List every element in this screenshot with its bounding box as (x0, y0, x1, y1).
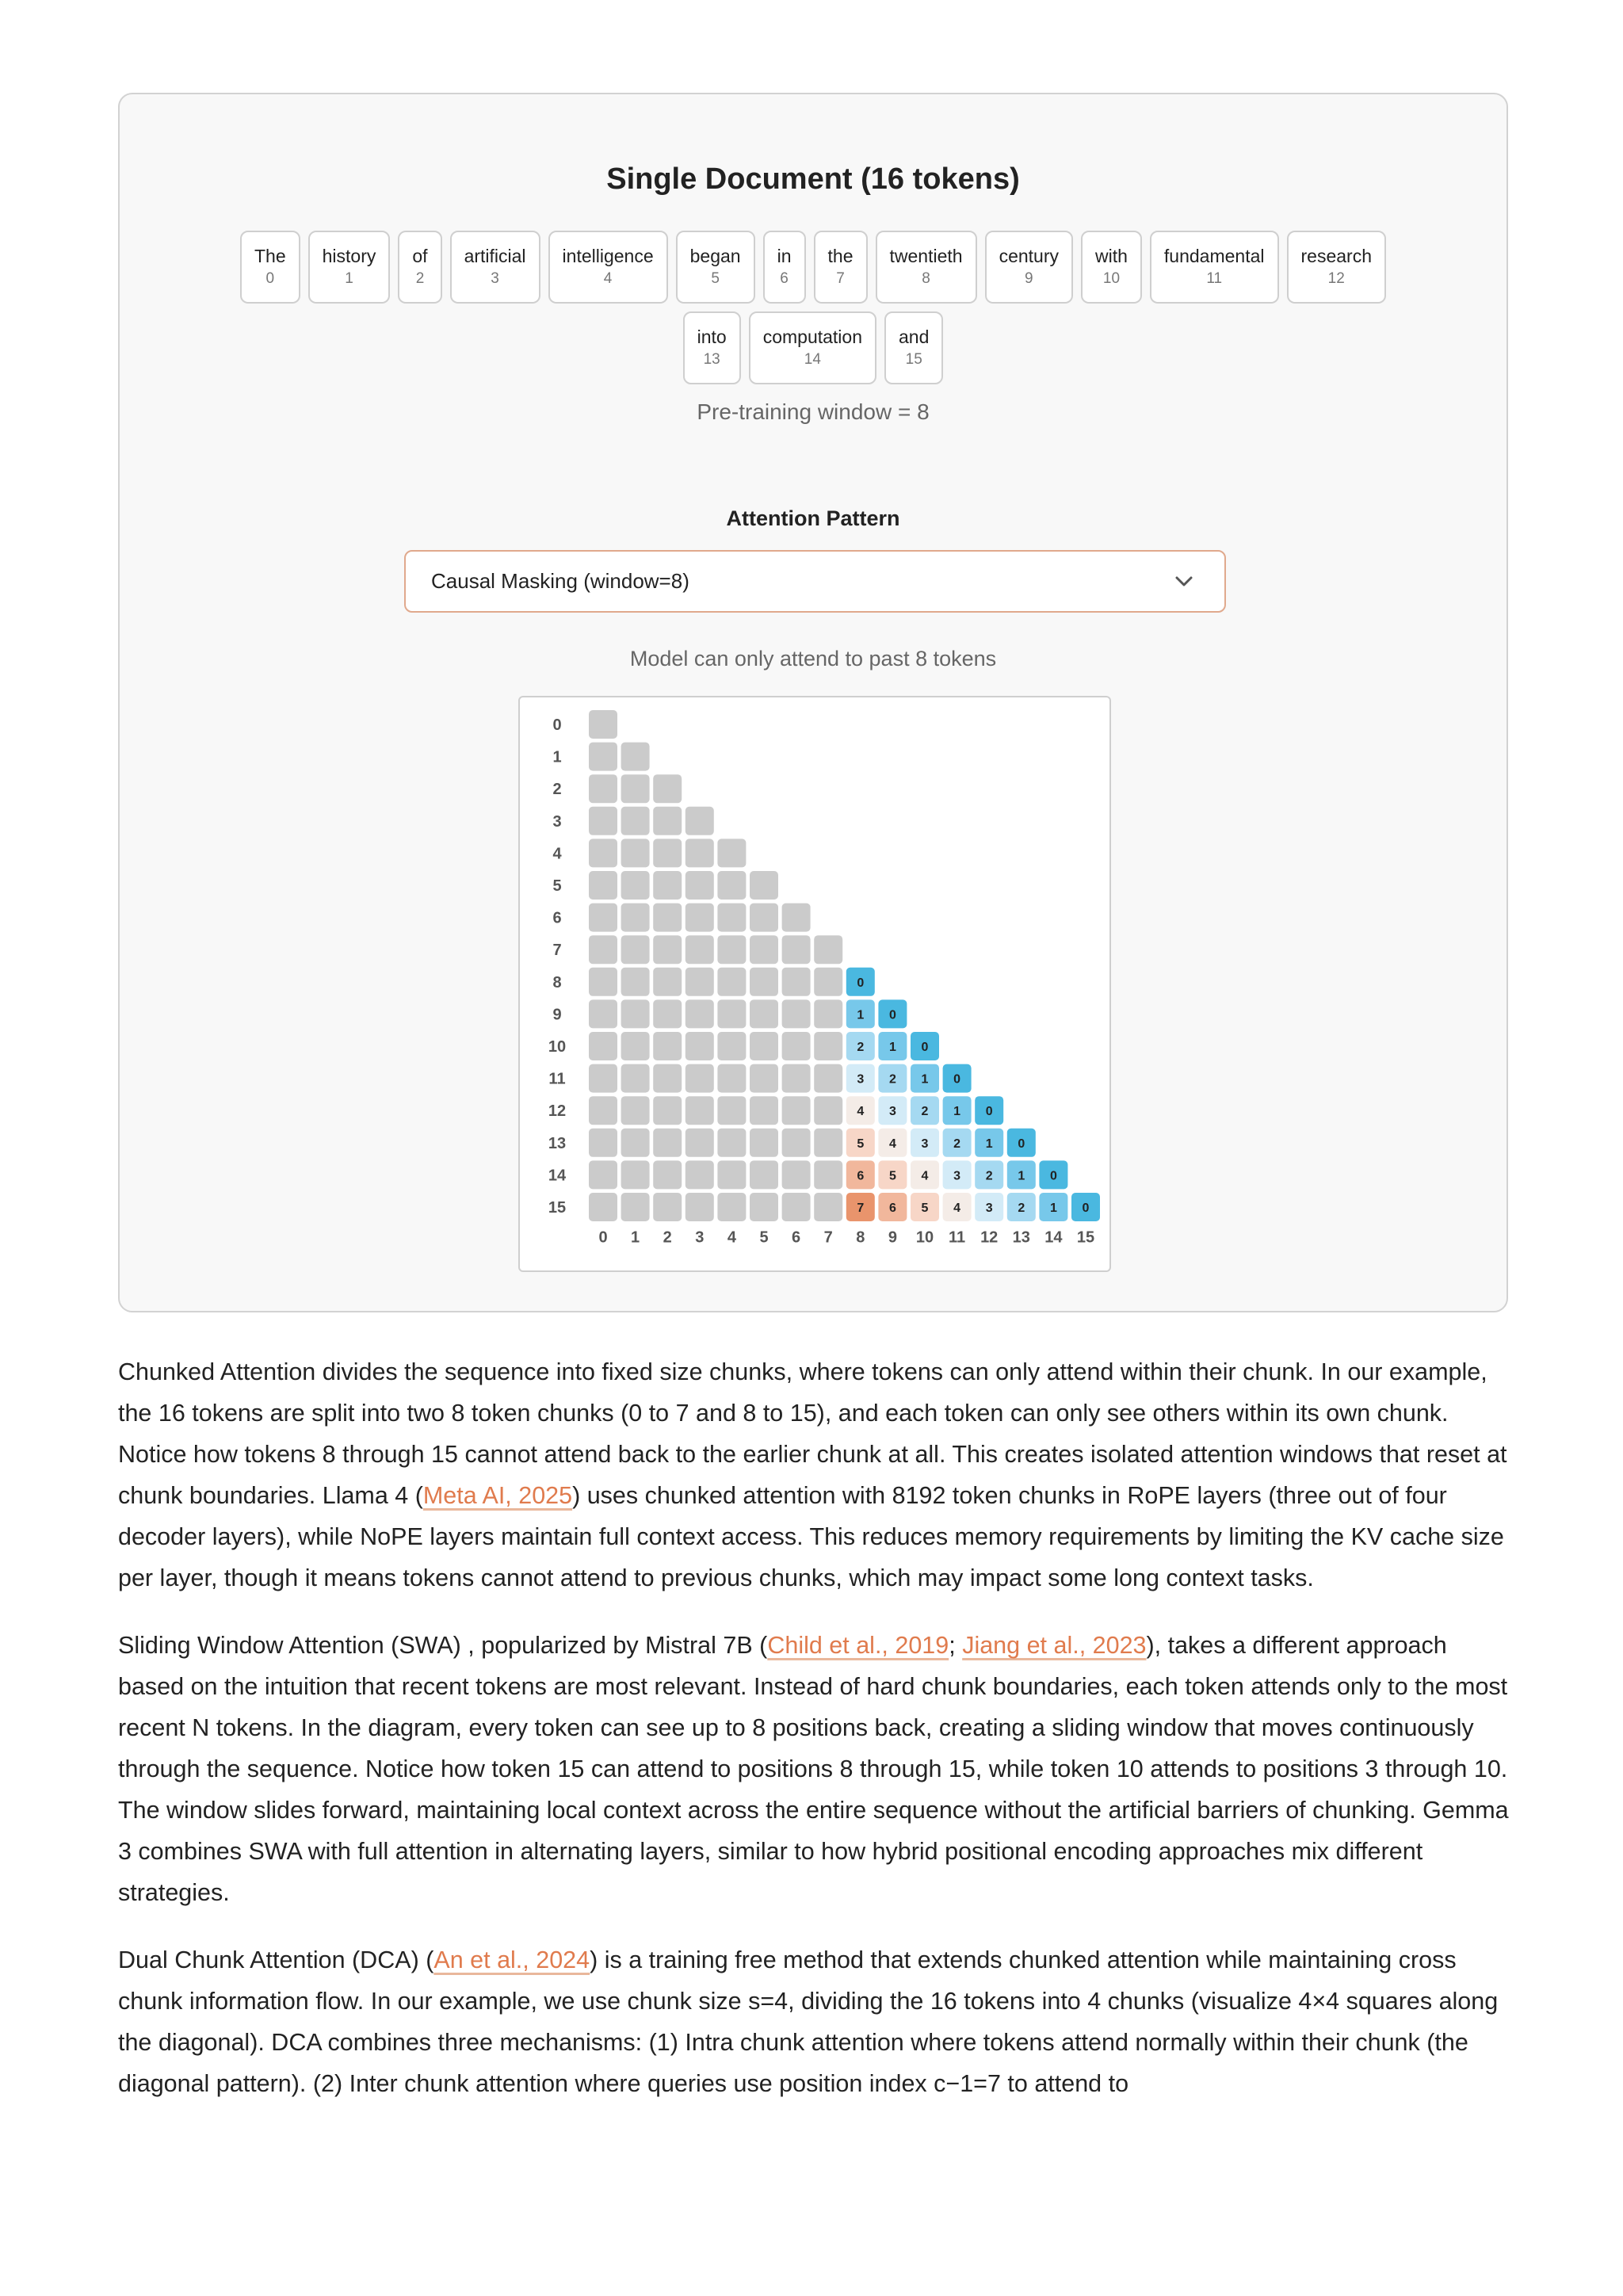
matrix-cell (814, 999, 842, 1028)
token-word: computation (762, 327, 863, 347)
matrix-cell (717, 1064, 746, 1093)
token-chip (884, 311, 943, 384)
matrix-cell-label: 2 (985, 1169, 993, 1183)
matrix-cell (653, 774, 682, 803)
matrix-cell (814, 1160, 842, 1189)
matrix-cell (685, 807, 714, 835)
token-chip (876, 231, 977, 304)
row-label: 14 (548, 1167, 567, 1185)
token-word: with (1095, 246, 1128, 266)
matrix-cell (814, 968, 842, 996)
row-label: 15 (548, 1199, 567, 1217)
matrix-cell (814, 1064, 842, 1093)
matrix-cell-label: 4 (857, 1105, 865, 1119)
column-label: 0 (598, 1228, 608, 1247)
matrix-cell (717, 1160, 746, 1189)
matrix-cell (621, 839, 650, 867)
matrix-cell-label: 5 (857, 1137, 865, 1151)
attention-pattern-select[interactable] (404, 550, 1226, 613)
matrix-cell (653, 904, 682, 932)
token-word: artificial (464, 246, 526, 266)
matrix-cell (589, 999, 617, 1028)
token-chip (398, 231, 441, 304)
matrix-cell (782, 968, 811, 996)
attention-matrix (520, 697, 1109, 1270)
matrix-cell (750, 1193, 778, 1221)
column-label: 6 (792, 1228, 801, 1247)
matrix-cell (685, 1032, 714, 1060)
column-label: 11 (949, 1228, 966, 1247)
matrix-cell (685, 935, 714, 964)
paragraph-text: ), takes a different approach based on the intuition that recent tokens are most relevant. Instead of hard chunk boundaries, each token attends only to the most recent N tokens. In the diagram, every token can see up to 8 positions back, creating a sliding window that moves continuously through the sequence. Notice how token 15 can attend to positions 8 through 15, while token 10 attends to positions 3 through 10. The window slides forward, maintaining local context across the entire sequence without the artificial barriers of chunking. Gemma 3 combines SWA with full attention in alternating layers, similar to how hybrid positional encoding approaches mix different strategies. (118, 1632, 1509, 1906)
matrix-cell-label: 2 (1018, 1201, 1025, 1215)
citation-link[interactable]: Jiang et al., 2023 (962, 1632, 1147, 1659)
matrix-cell (621, 1096, 650, 1125)
matrix-cell (717, 1096, 746, 1125)
token-word: and (899, 327, 930, 347)
matrix-cell (717, 968, 746, 996)
matrix-cell (814, 1193, 842, 1221)
matrix-cell (621, 904, 650, 932)
attention-demo-panel (118, 93, 1508, 1312)
matrix-cell (750, 1096, 778, 1125)
matrix-cell (653, 968, 682, 996)
matrix-cell-label: 2 (888, 1072, 896, 1087)
token-chip (749, 311, 876, 384)
matrix-cell (750, 904, 778, 932)
token-word: twentieth (889, 246, 963, 266)
matrix-cell (589, 1160, 617, 1189)
matrix-cell (750, 999, 778, 1028)
matrix-cell-label: 0 (888, 1008, 896, 1022)
matrix-cell-label: 5 (921, 1201, 929, 1215)
matrix-cell (653, 807, 682, 835)
matrix-cell (814, 1096, 842, 1125)
pattern-description: Model can only attend to past 8 tokens (629, 647, 997, 670)
matrix-cell (717, 1129, 746, 1157)
token-word: century (999, 246, 1059, 266)
token-chip (814, 231, 868, 304)
token-index: 5 (711, 270, 720, 287)
paragraph-text: ) is a training free method that extends chunked attention while maintaining cross chunk information flow. In our example, we use chunk size s=4, dividing the 16 tokens into 4 chunks (visualize 4×4 squares along the diagonal). DCA combines three mechanisms: (1) Intra chunk attention where tokens attend normally within their chunk (the diagonal pattern). (2) Inter chunk attention where queries use position index c−1=7 to attend to (118, 1946, 1499, 2097)
token-word: history (322, 246, 376, 266)
token-index: 9 (1024, 270, 1033, 287)
matrix-cell (621, 871, 650, 900)
token-word: the (827, 246, 854, 266)
matrix-cell (653, 999, 682, 1028)
token-chip (548, 231, 668, 304)
matrix-cell (589, 710, 617, 739)
token-index: 11 (1206, 270, 1223, 287)
token-index: 6 (780, 270, 789, 287)
matrix-cell-label: 0 (985, 1105, 993, 1119)
matrix-cell (589, 774, 617, 803)
column-label: 4 (727, 1228, 736, 1247)
matrix-cell (621, 999, 650, 1028)
matrix-cell (814, 1129, 842, 1157)
matrix-cell-label: 6 (888, 1201, 896, 1215)
matrix-cell (589, 1129, 617, 1157)
matrix-cell-label: 1 (857, 1008, 865, 1022)
row-label: 4 (552, 845, 562, 863)
matrix-cell (621, 1129, 650, 1157)
token-chip (1150, 231, 1279, 304)
matrix-cell (782, 1193, 811, 1221)
matrix-cell-label: 1 (888, 1041, 896, 1054)
token-word: began (689, 246, 741, 266)
column-label: 5 (759, 1228, 769, 1247)
matrix-cell-label: 3 (888, 1105, 896, 1119)
paragraph-sliding-window (118, 1625, 1513, 1913)
matrix-cell (653, 1096, 682, 1125)
matrix-cell (589, 935, 617, 964)
matrix-cell (717, 839, 746, 867)
column-label: 15 (1076, 1228, 1095, 1247)
column-label: 7 (823, 1228, 833, 1247)
matrix-cell (653, 935, 682, 964)
column-label: 8 (856, 1228, 865, 1247)
attention-matrix-box (518, 696, 1111, 1272)
row-label: 12 (548, 1102, 567, 1121)
matrix-cell-label: 1 (1018, 1169, 1025, 1183)
column-label: 12 (980, 1228, 999, 1247)
matrix-cell (750, 935, 778, 964)
matrix-cell (653, 1160, 682, 1189)
matrix-cell (782, 1064, 811, 1093)
matrix-cell (589, 1032, 617, 1060)
matrix-cell-label: 0 (1082, 1201, 1090, 1215)
matrix-cell-label: 0 (921, 1041, 929, 1054)
matrix-cell (589, 871, 617, 900)
matrix-cell (621, 743, 650, 771)
token-index: 8 (922, 270, 930, 287)
token-chip (1287, 231, 1386, 304)
token-chip (240, 231, 300, 304)
column-label: 1 (631, 1228, 640, 1247)
row-label: 9 (552, 1006, 562, 1024)
token-index: 12 (1327, 270, 1345, 287)
panel-title: Single Document (16 tokens) (606, 162, 1020, 196)
matrix-cell (653, 839, 682, 867)
matrix-cell (782, 1096, 811, 1125)
token-chip (676, 231, 755, 304)
token-chip (308, 231, 391, 304)
matrix-cell (685, 1064, 714, 1093)
matrix-cell (717, 904, 746, 932)
matrix-cell (621, 1160, 650, 1189)
matrix-cell-label: 0 (1018, 1137, 1025, 1151)
attention-pattern-label: Attention Pattern (726, 506, 900, 530)
matrix-cell-label: 0 (857, 976, 865, 990)
token-word: intelligence (562, 246, 654, 266)
token-index: 0 (265, 270, 275, 287)
matrix-cell (589, 839, 617, 867)
matrix-cell-label: 4 (921, 1169, 929, 1183)
pretraining-window-note: Pre-training window = 8 (697, 399, 930, 424)
matrix-cell (621, 1193, 650, 1221)
matrix-cell (589, 743, 617, 771)
matrix-cell-label: 6 (857, 1169, 865, 1183)
matrix-cell (685, 1160, 714, 1189)
matrix-cell (782, 1129, 811, 1157)
column-label: 10 (915, 1228, 934, 1247)
matrix-cell (782, 904, 811, 932)
matrix-cell (750, 968, 778, 996)
matrix-cell (589, 1096, 617, 1125)
matrix-cell-label: 4 (888, 1137, 896, 1151)
matrix-cell (685, 871, 714, 900)
row-label: 5 (552, 877, 562, 895)
matrix-cell (750, 1129, 778, 1157)
matrix-cell-label: 7 (857, 1201, 865, 1215)
token-chip (1081, 231, 1142, 304)
matrix-cell (685, 1193, 714, 1221)
row-label: 7 (552, 942, 562, 960)
row-label: 2 (552, 781, 562, 799)
row-label: 0 (552, 716, 562, 734)
token-index: 2 (415, 270, 425, 287)
token-word: into (697, 327, 727, 347)
column-label: 14 (1044, 1228, 1063, 1247)
matrix-cell (621, 1032, 650, 1060)
matrix-cell (685, 904, 714, 932)
citation-link[interactable]: An et al., 2024 (433, 1946, 590, 1973)
paragraph-text: Chunked Attention divides the sequence into fixed size chunks, where tokens can only attend within their chunk. In our example, the 16 tokens are split into two 8 token chunks (0 to 7 and 8 to 15), and each token can only see others within its own chunk. Notice how tokens 8 through 15 cannot attend back to the earlier chunk at all. This creates isolated attention windows that reset at chunk boundaries. Llama 4 ( (118, 1358, 1507, 1509)
column-label: 2 (663, 1228, 672, 1247)
matrix-cell-label: 0 (1049, 1169, 1057, 1183)
matrix-cell (621, 1064, 650, 1093)
matrix-cell (589, 904, 617, 932)
token-word: of (412, 246, 428, 266)
matrix-cell (750, 1064, 778, 1093)
paragraph-dual-chunk (118, 1939, 1513, 2104)
matrix-cell (589, 1064, 617, 1093)
matrix-cell-label: 1 (953, 1105, 961, 1119)
matrix-cell (782, 1032, 811, 1060)
row-label: 1 (552, 748, 562, 766)
token-index: 13 (703, 351, 720, 368)
matrix-cell (621, 935, 650, 964)
token-word: in (777, 246, 792, 266)
matrix-cell (589, 968, 617, 996)
matrix-cell (589, 807, 617, 835)
matrix-cell (653, 1193, 682, 1221)
paragraph-text: Sliding Window Attention (SWA) , popularized by Mistral 7B ( (118, 1632, 768, 1659)
matrix-cell (782, 935, 811, 964)
paragraph-text: ) uses chunked attention with 8192 token chunks in RoPE layers (three out of four decoder layers), while NoPE layers maintain full context access. This reduces memory requirements by limiting the KV cache size per layer, though it means tokens cannot attend to previous chunks, which may impact some long context tasks. (118, 1482, 1504, 1591)
matrix-cell (685, 839, 714, 867)
token-index: 14 (804, 351, 821, 368)
matrix-cell (685, 1096, 714, 1125)
matrix-cell-label: 3 (985, 1201, 993, 1215)
matrix-cell-label: 2 (857, 1041, 865, 1054)
matrix-cell-label: 1 (921, 1072, 929, 1087)
matrix-cell (782, 999, 811, 1028)
token-chip (763, 231, 806, 304)
token-index: 4 (603, 270, 613, 287)
citation-link[interactable]: Meta AI, 2025 (422, 1482, 573, 1509)
matrix-cell (685, 968, 714, 996)
token-word: fundamental (1163, 246, 1265, 266)
article-body (118, 1351, 1513, 2130)
row-label: 10 (548, 1038, 567, 1056)
matrix-cell (653, 1129, 682, 1157)
matrix-cell-label: 2 (953, 1137, 961, 1151)
matrix-cell-label: 1 (985, 1137, 993, 1151)
matrix-cell-label: 3 (953, 1169, 961, 1183)
citation-link[interactable]: Child et al., 2019 (767, 1632, 949, 1659)
matrix-cell (750, 1032, 778, 1060)
matrix-cell-label: 5 (888, 1169, 896, 1183)
row-label: 8 (552, 973, 562, 991)
token-index: 10 (1102, 270, 1121, 287)
matrix-cell-label: 2 (921, 1105, 929, 1119)
token-word: The (254, 246, 286, 266)
row-label: 13 (548, 1134, 567, 1152)
matrix-cell (814, 1032, 842, 1060)
select-value: Causal Masking (window=8) (431, 569, 689, 593)
matrix-cell (621, 774, 650, 803)
matrix-cell-label: 0 (953, 1072, 961, 1087)
matrix-cell (653, 871, 682, 900)
matrix-cell (685, 999, 714, 1028)
token-index: 3 (491, 270, 499, 287)
matrix-cell (750, 1160, 778, 1189)
matrix-cell-label: 3 (857, 1072, 865, 1087)
column-label: 9 (888, 1228, 897, 1247)
matrix-cell-label: 3 (921, 1137, 929, 1151)
token-index: 1 (345, 270, 353, 287)
token-chip (450, 231, 540, 304)
matrix-cell (653, 1032, 682, 1060)
token-chip (985, 231, 1073, 304)
paragraph-text: Dual Chunk Attention (DCA) ( (118, 1946, 434, 1973)
row-label: 11 (548, 1070, 566, 1088)
matrix-cell-label: 1 (1049, 1201, 1057, 1215)
token-index: 7 (836, 270, 845, 287)
matrix-cell (589, 1193, 617, 1221)
paragraph-chunked-attention (118, 1351, 1513, 1599)
matrix-cell (717, 999, 746, 1028)
column-label: 13 (1012, 1228, 1030, 1247)
column-label: 3 (695, 1228, 705, 1247)
token-index: 15 (905, 351, 922, 368)
token-list (215, 231, 1411, 384)
row-label: 3 (552, 812, 562, 831)
matrix-cell (621, 968, 650, 996)
matrix-cell (814, 935, 842, 964)
row-label: 6 (552, 909, 562, 927)
matrix-cell (750, 871, 778, 900)
citation-separator: ; (949, 1632, 963, 1659)
matrix-cell (717, 1032, 746, 1060)
chevron-down-icon (1169, 570, 1199, 594)
matrix-cell (717, 1193, 746, 1221)
matrix-cell (621, 807, 650, 835)
matrix-cell (717, 871, 746, 900)
matrix-cell (717, 935, 746, 964)
token-chip (683, 311, 741, 384)
token-word: research (1300, 246, 1372, 266)
matrix-cell (782, 1160, 811, 1189)
matrix-cell-label: 4 (953, 1201, 961, 1215)
matrix-cell (685, 1129, 714, 1157)
matrix-cell (653, 1064, 682, 1093)
